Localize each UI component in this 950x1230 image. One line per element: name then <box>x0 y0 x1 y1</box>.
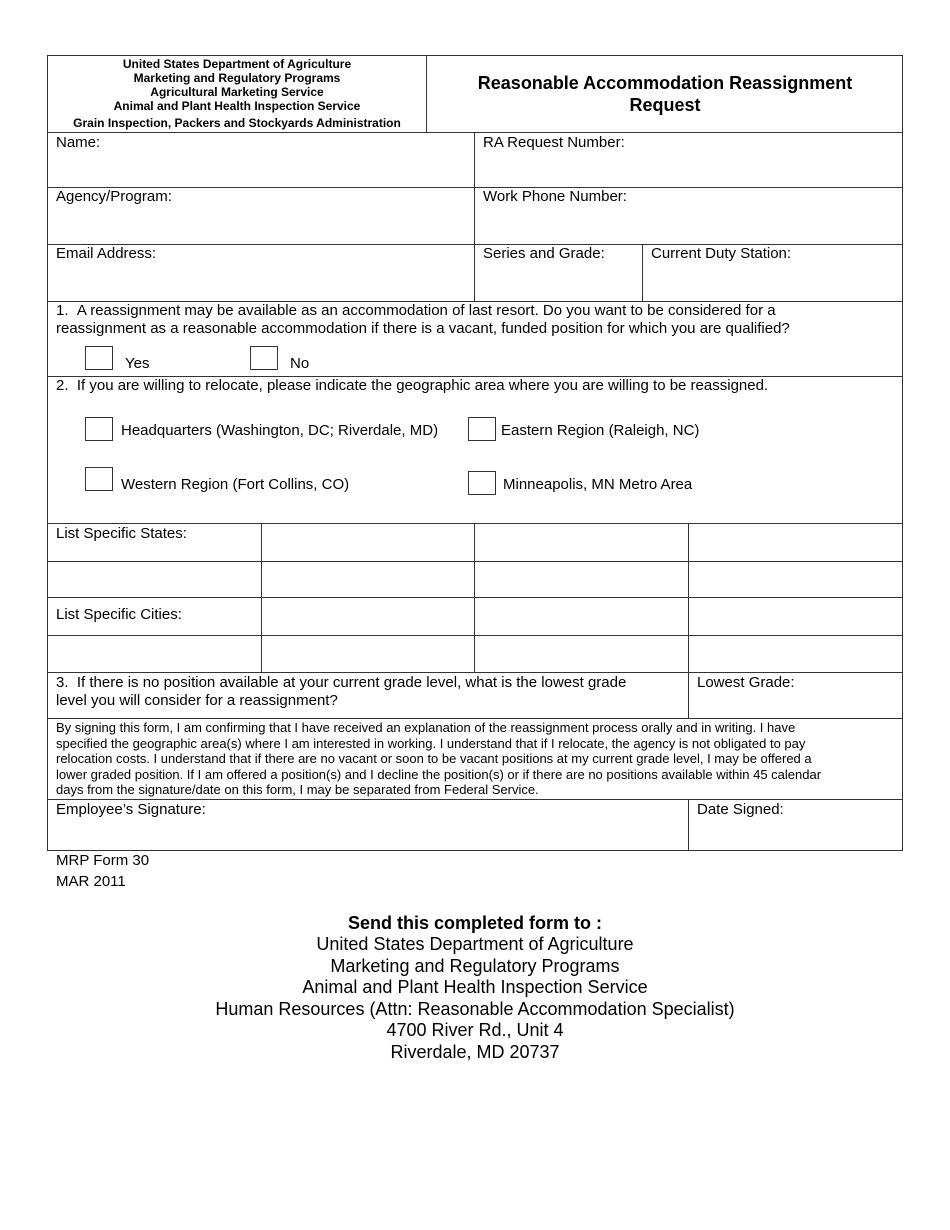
lowest-grade-field[interactable] <box>689 673 902 718</box>
work-phone-field[interactable] <box>475 188 902 244</box>
certification-text <box>56 720 896 798</box>
certification-line: lower graded position. If I am offered a position(s) and I decline the position(s) or if there are no positions available within 45 calendar <box>56 766 822 782</box>
email-field[interactable] <box>48 245 474 301</box>
ra-request-number-field[interactable] <box>475 133 902 187</box>
agency-line: Grain Inspection, Packers and Stockyards Administration <box>73 116 401 130</box>
q2-text <box>56 377 896 395</box>
state-cell[interactable] <box>262 524 474 561</box>
form-title-line2: Request <box>629 95 701 115</box>
q1-text <box>56 302 896 338</box>
headquarters-label: Headquarters (Washington, DC; Riverdale, MD) <box>121 422 439 439</box>
city-cell[interactable] <box>475 598 688 635</box>
form-title <box>428 72 902 116</box>
q2-number: 2. <box>56 377 69 394</box>
eastern-region-checkbox[interactable] <box>468 417 496 441</box>
no-checkbox[interactable] <box>250 346 278 370</box>
form-title-line1: Reasonable Accommodation Reassignment <box>477 73 853 93</box>
list-states-label: List Specific States: <box>56 525 187 542</box>
q3-text <box>56 674 686 710</box>
employee-signature-label: Employee’s Signature: <box>56 801 206 818</box>
state-cell[interactable] <box>262 562 474 597</box>
western-region-label: Western Region (Fort Collins, CO) <box>121 476 350 493</box>
agency-line: Marketing and Regulatory Programs <box>133 71 341 85</box>
q1-text-line2: reassignment as a reasonable accommodation if there is a vacant, funded position for which you are qualified? <box>56 320 790 337</box>
city-cell[interactable] <box>475 636 688 672</box>
agency-program-field[interactable] <box>48 188 474 244</box>
name-label: Name: <box>56 134 101 151</box>
send-to-line: United States Department of Agriculture <box>316 934 634 954</box>
q3-text-line2: level you will consider for a reassignment? <box>56 692 338 709</box>
send-to-line: Animal and Plant Health Inspection Service <box>302 977 648 997</box>
certification-line: days from the signature/date on this form, I may be separated from Federal Service. <box>56 782 539 797</box>
send-to-line: 4700 River Rd., Unit 4 <box>386 1020 564 1040</box>
no-label: No <box>290 355 310 372</box>
headquarters-checkbox[interactable] <box>85 417 113 441</box>
q2-text-body: If you are willing to relocate, please indicate the geographic area where you are willing to be reassigned. <box>76 377 769 394</box>
q3-number: 3. <box>56 674 69 691</box>
yes-label: Yes <box>125 355 150 372</box>
state-cell[interactable] <box>689 562 902 597</box>
certification-line: specified the geographic area(s) where I am interested in working. I understand that if I relocate, the agency is not obligated to pay <box>56 735 806 751</box>
q3-line1 <box>56 674 686 692</box>
send-to-line: Human Resources (Attn: Reasonable Accommodation Specialist) <box>215 999 735 1019</box>
date-signed-label: Date Signed: <box>697 801 784 818</box>
lowest-grade-label: Lowest Grade: <box>697 674 795 691</box>
form-date: MAR 2011 <box>56 873 126 890</box>
agency-program-label: Agency/Program: <box>56 188 172 205</box>
name-field[interactable] <box>48 133 474 187</box>
city-cell[interactable] <box>262 598 474 635</box>
send-to-line: Marketing and Regulatory Programs <box>330 956 620 976</box>
state-cell[interactable] <box>689 524 902 561</box>
row-divider <box>47 718 903 719</box>
work-phone-label: Work Phone Number: <box>483 188 627 205</box>
duty-station-field[interactable] <box>643 245 902 301</box>
q1-line1 <box>56 302 896 320</box>
series-grade-label: Series and Grade: <box>483 245 605 262</box>
duty-station-label: Current Duty Station: <box>651 245 792 262</box>
city-cell[interactable] <box>689 598 902 635</box>
western-region-checkbox[interactable] <box>85 467 113 491</box>
state-cell[interactable] <box>48 562 261 597</box>
list-cities-label: List Specific Cities: <box>56 606 182 623</box>
agency-line: Animal and Plant Health Inspection Service <box>113 99 361 113</box>
certification-line: By signing this form, I am confirming that I have received an explanation of the reassignment process orally and in writing. I have <box>56 720 796 735</box>
form-number: MRP Form 30 <box>56 852 150 869</box>
yes-checkbox[interactable] <box>85 346 113 370</box>
city-cell[interactable] <box>48 636 261 672</box>
certification-line: relocation costs. I understand that if there are no vacant or soon to be vacant positions at my current grade level, I may be offered a <box>56 751 812 766</box>
agency-line: United States Department of Agriculture <box>122 57 352 71</box>
q1-text-line1: A reassignment may be available as an accommodation of last resort. Do you want to be considered for a <box>76 302 776 319</box>
header-divider <box>426 55 427 133</box>
send-to-line: Riverdale, MD 20737 <box>390 1042 560 1062</box>
date-signed-field[interactable] <box>689 800 902 850</box>
send-to-heading: Send this completed form to : <box>347 913 602 933</box>
state-cell[interactable] <box>475 562 688 597</box>
q3-text-line1: If there is no position available at your current grade level, what is the lowest grade <box>76 674 627 691</box>
agency-line: Agricultural Marketing Service <box>150 85 324 99</box>
minneapolis-label: Minneapolis, MN Metro Area <box>503 476 693 493</box>
q1-number: 1. <box>56 302 69 319</box>
city-cell[interactable] <box>689 636 902 672</box>
eastern-region-label: Eastern Region (Raleigh, NC) <box>501 422 700 439</box>
ra-request-number-label: RA Request Number: <box>483 134 625 151</box>
series-grade-field[interactable] <box>475 245 642 301</box>
minneapolis-checkbox[interactable] <box>468 471 496 495</box>
city-cell[interactable] <box>262 636 474 672</box>
employee-signature-field[interactable] <box>48 800 688 850</box>
email-label: Email Address: <box>56 245 157 262</box>
state-cell[interactable] <box>475 524 688 561</box>
